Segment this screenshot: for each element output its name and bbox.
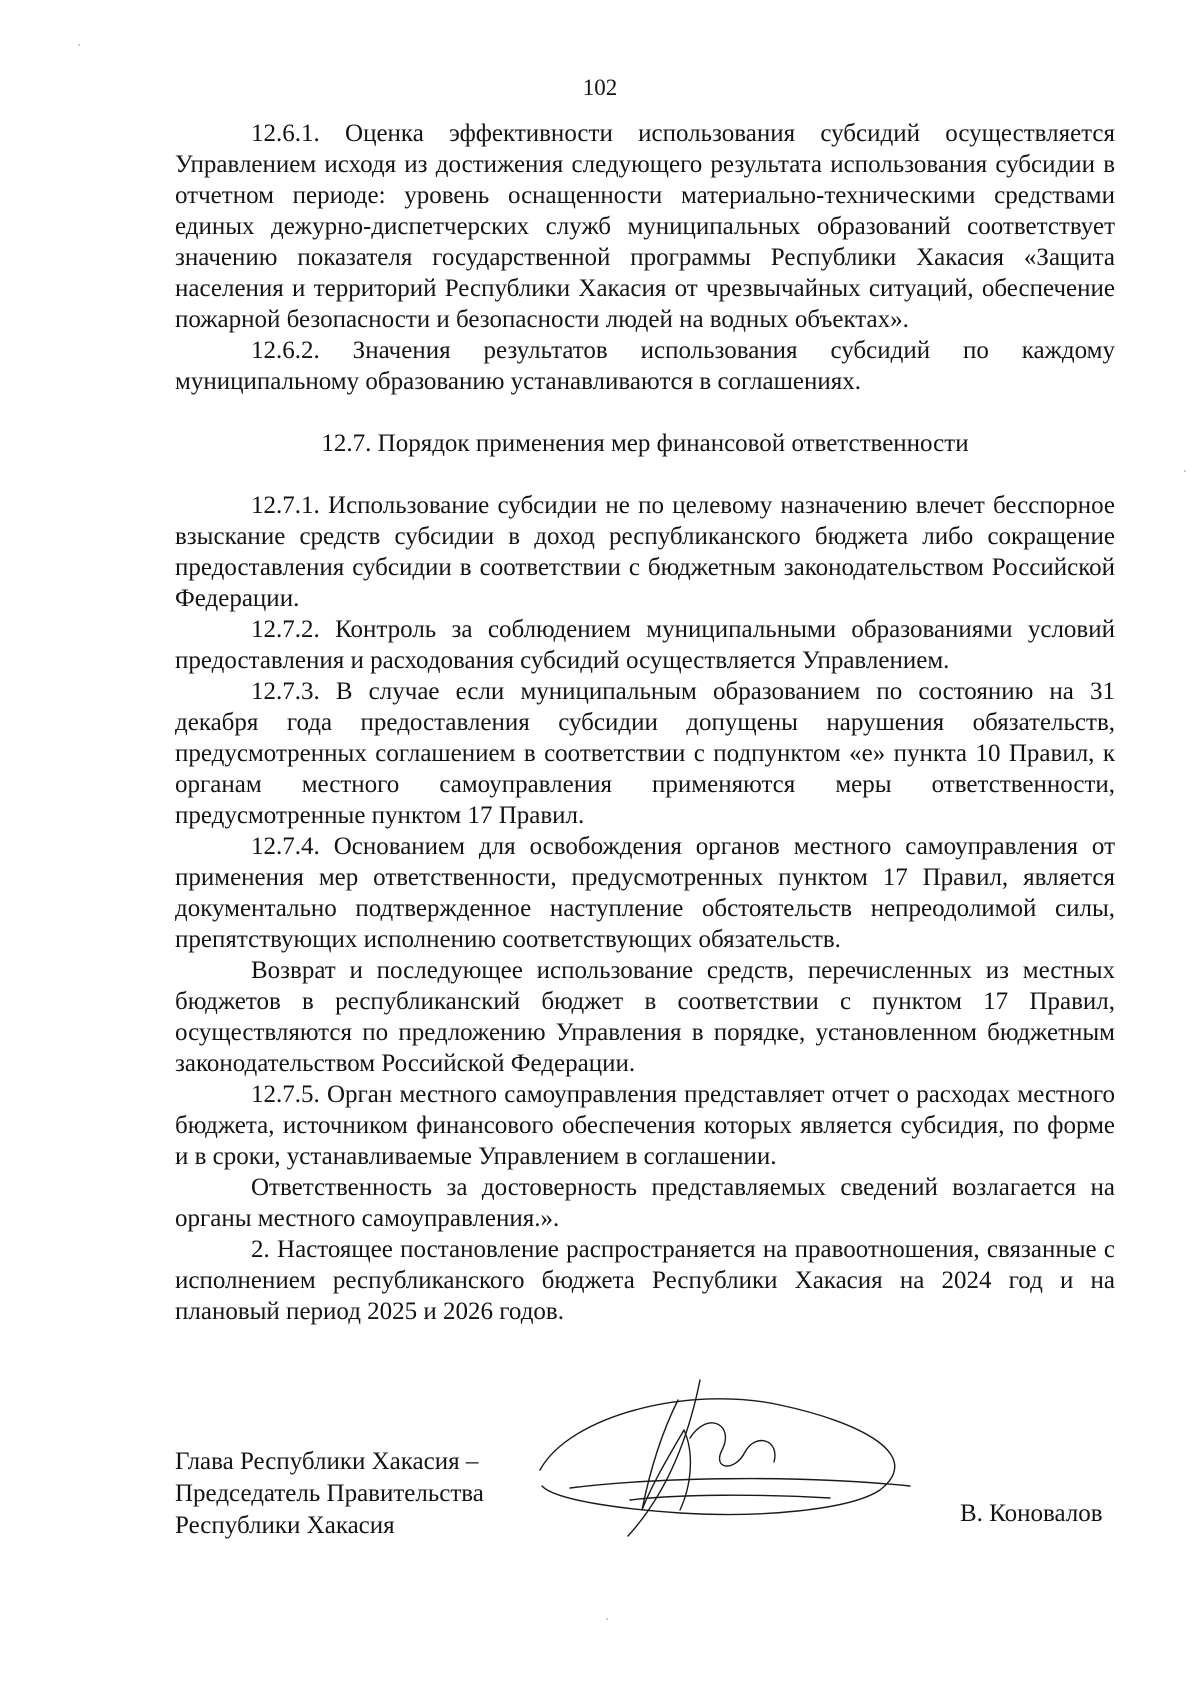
paragraph-12-7-5: 12.7.5. Орган местного самоуправления представляет отчет о расходах местного бюджета, источником финансового обеспечения которых является субсидия, по форме и в сроки, устанавливаемые Управлением в соглашении.	[175, 1081, 1115, 1170]
paragraph-12-7-1: 12.7.1. Использование субсидии не по целевому назначению влечет бесспорное взыскание средств субсидии в доход республиканского бюджета либо сокращение предоставления субсидии в соответствии с бюджетным законодательством Российской Федерации.	[175, 492, 1115, 612]
page-number: 102	[582, 75, 618, 100]
paragraph-12-7-3: 12.7.3. В случае если муниципальным образованием по состоянию на 31 декабря года предоставления субсидии допущены нарушения обязательств, предусмотренных соглашением в соответствии с подпунктом «е» пункта 10 Правил, к органам местного самоуправления применяются меры ответственности, предусмотренные пунктом 17 Правил.	[175, 678, 1115, 829]
paragraph-12-6-2: 12.6.2. Значения результатов использования субсидий по каждому муниципальному образованию устанавливаются в соглашениях.	[175, 337, 1115, 395]
signatory-title-line: Республики Хакасия	[175, 1512, 395, 1539]
signatory-title-line: Председатель Правительства	[175, 1480, 484, 1507]
paragraph-responsibility: Ответственность за достоверность представляемых сведений возлагается на органы местного самоуправления.».	[175, 1174, 1115, 1232]
paragraph-12-6-1: 12.6.1. Оценка эффективности использования субсидий осуществляется Управлением исходя из достижения следующего результата использования субсидии в отчетном периоде: уровень оснащенности материально-техническими средствами единых дежурно-диспетчерских служб муниципальных образований соответствует значению показателя государственной программы Республики Хакасия «Защита населения и территорий Республики Хакасия от чрезвычайных ситуаций, обеспечение пожарной безопасности и безопасности людей на водных объектах».	[175, 120, 1115, 333]
handwritten-signature	[530, 1370, 930, 1540]
signatory-name: В. Коновалов	[960, 1500, 1103, 1527]
paragraph-12-7-4: 12.7.4. Основанием для освобождения органов местного самоуправления от применения мер ответственности, предусмотренных пунктом 17 Правил, является документально подтвержденное наступление обстоятельств непреодолимой силы, препятствующих исполнению соответствующих обязательств.	[175, 833, 1115, 953]
paragraph-refund: Возврат и последующее использование средств, перечисленных из местных бюджетов в республиканский бюджет в соответствии с пунктом 17 Правил, осуществляются по предложению Управления в порядке, установленном бюджетным законодательством Российской Федерации.	[175, 957, 1115, 1077]
signatory-title	[175, 1446, 484, 1542]
document-body	[175, 118, 1115, 1327]
section-heading-12-7: 12.7. Порядок применения мер финансовой ответственности	[321, 430, 969, 457]
signatory-title-line: Глава Республики Хакасия –	[175, 1448, 479, 1475]
scan-speck	[1184, 470, 1186, 472]
paragraph-12-7-2: 12.7.2. Контроль за соблюдением муниципальными образованиями условий предоставления и расходования субсидий осуществляется Управлением.	[175, 616, 1115, 674]
scan-speck	[78, 44, 80, 46]
paragraph-2: 2. Настоящее постановление распространяется на правоотношения, связанные с исполнением республиканского бюджета Республики Хакасия на 2024 год и на плановый период 2025 и 2026 годов.	[175, 1236, 1115, 1325]
scan-speck	[606, 1618, 608, 1620]
